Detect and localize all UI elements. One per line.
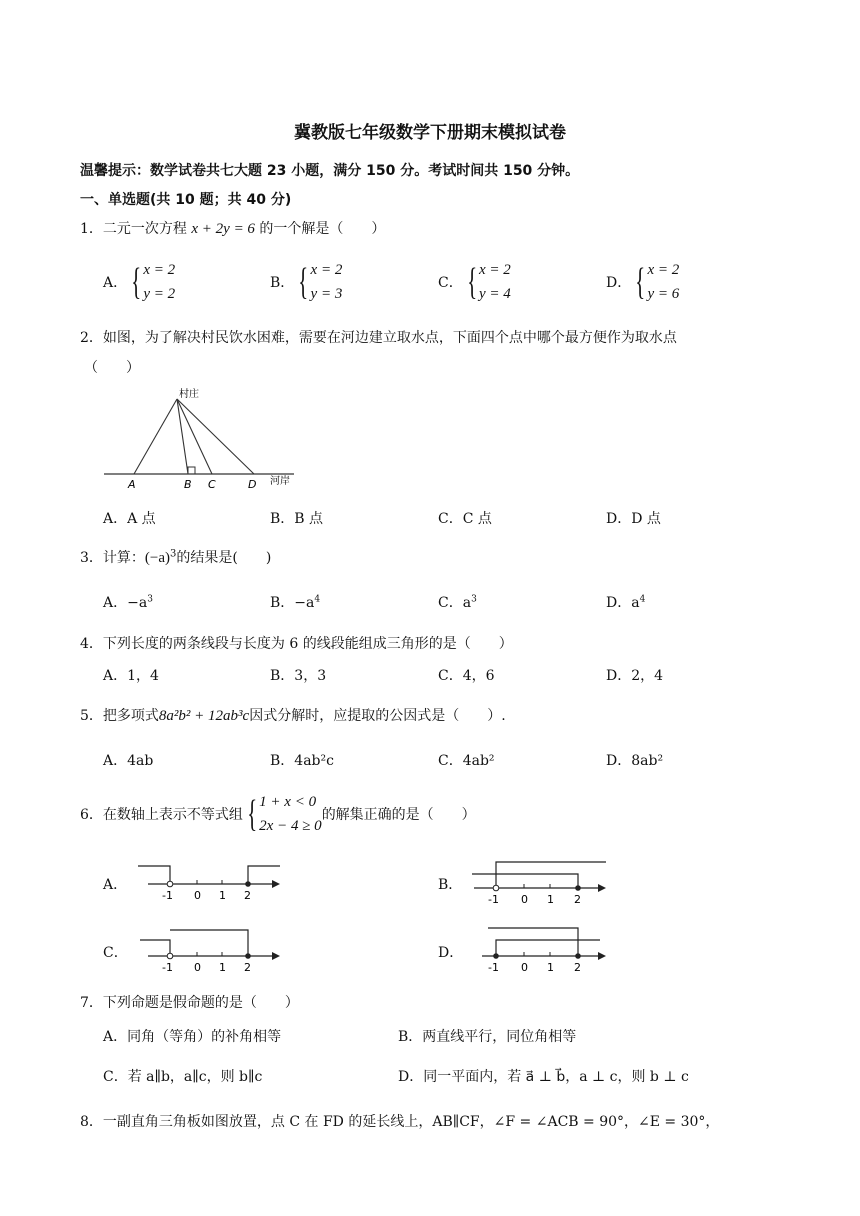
q4-option-b[interactable]: B．3，3 — [270, 668, 327, 684]
village-river-figure — [104, 384, 304, 494]
svg-text:-1: -1 — [162, 961, 173, 974]
svg-text:2: 2 — [244, 889, 251, 902]
svg-text:D: D — [248, 478, 257, 491]
exam-hint: 温馨提示：数学试卷共七大题 23 小题，满分 150 分。考试时间共 150 分钟。 — [80, 163, 580, 179]
question-6: 6．在数轴上表示不等式组 { 1 + x < 0 2x − 4 ≥ 0 的解集正确的是（ ） — [80, 793, 476, 835]
q5-option-a[interactable]: A．4ab — [103, 753, 154, 769]
question-4: 4．下列长度的两条线段与长度为 6 的线段能组成三角形的是（ ） — [80, 636, 513, 652]
svg-text:2: 2 — [574, 893, 581, 906]
q7-option-c[interactable]: C．若 a∥b，a∥c，则 b∥c — [103, 1069, 263, 1085]
q5-option-d[interactable]: D．8ab² — [606, 753, 664, 769]
q5-polynomial: 8a²b² + 12ab³c — [158, 708, 250, 724]
q4-option-d[interactable]: D．2，4 — [606, 668, 664, 684]
q3-option-d[interactable]: D．$a^4$ — [606, 594, 646, 611]
svg-text:1: 1 — [219, 961, 226, 974]
svg-text:A: A — [128, 478, 136, 491]
svg-text:-1: -1 — [488, 893, 499, 906]
question-1 — [80, 218, 385, 238]
q1-option-b[interactable]: B． { x = 2 y = 3 — [270, 261, 343, 303]
svg-text:0: 0 — [194, 961, 201, 974]
q1-option-a[interactable]: A． { x = 2 y = 2 — [103, 261, 176, 303]
q7-option-d[interactable]: D．同一平面内，若 a⃗ ⊥ b⃗，a ⊥ c，则 b ⊥ c — [398, 1069, 689, 1085]
q4-option-c[interactable]: C．4，6 — [438, 668, 495, 684]
svg-text:0: 0 — [194, 889, 201, 902]
q1-stem-suffix: 的一个解是（ ） — [259, 221, 386, 237]
q1-stem-prefix: 1．二元一次方程 — [80, 221, 187, 237]
q5-option-c[interactable]: C．4ab² — [438, 753, 495, 769]
q2-option-c[interactable]: C．C 点 — [438, 511, 492, 527]
q6-number-line-b[interactable] — [468, 856, 618, 906]
q6-number-line-a[interactable] — [132, 856, 292, 902]
river-label: 河岸 — [270, 476, 290, 487]
svg-text:1: 1 — [547, 961, 554, 974]
q6-option-d-label[interactable]: D． — [438, 945, 464, 961]
q6-option-a-label[interactable]: A． — [103, 877, 128, 893]
q7-option-b[interactable]: B．两直线平行，同位角相等 — [398, 1029, 577, 1045]
section-heading: 一、单选题(共 10 题；共 40 分) — [80, 192, 292, 208]
q6-number-line-d[interactable] — [468, 924, 618, 974]
q5-option-b[interactable]: B．4ab²c — [270, 753, 334, 769]
question-2: 2．如图，为了解决村民饮水困难，需要在河边建立取水点，下面四个点中哪个最方便作为取水点 — [80, 330, 677, 346]
svg-text:C: C — [208, 478, 216, 491]
q7-option-a[interactable]: A．同角（等角）的补角相等 — [103, 1029, 282, 1045]
q6-number-line-c[interactable] — [132, 924, 292, 974]
svg-text:1: 1 — [219, 889, 226, 902]
q1-equation: x + 2y = 6 — [191, 221, 255, 237]
question-2-paren: （ ） — [84, 360, 140, 376]
q6-option-c-label[interactable]: C． — [103, 945, 128, 961]
q3-option-b[interactable]: B．$-a^4$ — [270, 594, 321, 611]
q3-option-c[interactable]: C．$a^3$ — [438, 594, 477, 611]
svg-text:B: B — [184, 478, 192, 491]
q3-option-a[interactable]: A．$-a^3$ — [103, 594, 153, 611]
question-7: 7．下列命题是假命题的是（ ） — [80, 995, 299, 1011]
page-title: 冀教版七年级数学下册期末模拟试卷 — [294, 123, 566, 143]
q4-option-a[interactable]: A．1，4 — [103, 668, 159, 684]
village-label: 村庄 — [179, 389, 199, 400]
svg-text:2: 2 — [574, 961, 581, 974]
q1-option-c[interactable]: C． { x = 2 y = 4 — [438, 261, 511, 303]
q1-option-d[interactable]: D． { x = 2 y = 6 — [606, 261, 680, 303]
svg-text:-1: -1 — [488, 961, 499, 974]
svg-text:1: 1 — [547, 893, 554, 906]
q2-option-b[interactable]: B．B 点 — [270, 511, 324, 527]
q6-option-b-label[interactable]: B． — [438, 877, 463, 893]
question-8: 8．一副直角三角板如图放置，点 C 在 FD 的延长线上，AB∥CF，∠F = ∠ACB = 90°，∠E = 30°， — [80, 1114, 720, 1130]
question-5: 5．把多项式8a²b² + 12ab³c因式分解时，应提取的公因式是（ ）. — [80, 708, 506, 724]
svg-text:-1: -1 — [162, 889, 173, 902]
svg-text:0: 0 — [521, 893, 528, 906]
svg-text:2: 2 — [244, 961, 251, 974]
q2-option-d[interactable]: D．D 点 — [606, 511, 661, 527]
question-3: 3．计算：$(-a)^3$的结果是( ) — [80, 548, 272, 566]
q2-option-a[interactable]: A．A 点 — [103, 511, 156, 527]
svg-text:0: 0 — [521, 961, 528, 974]
